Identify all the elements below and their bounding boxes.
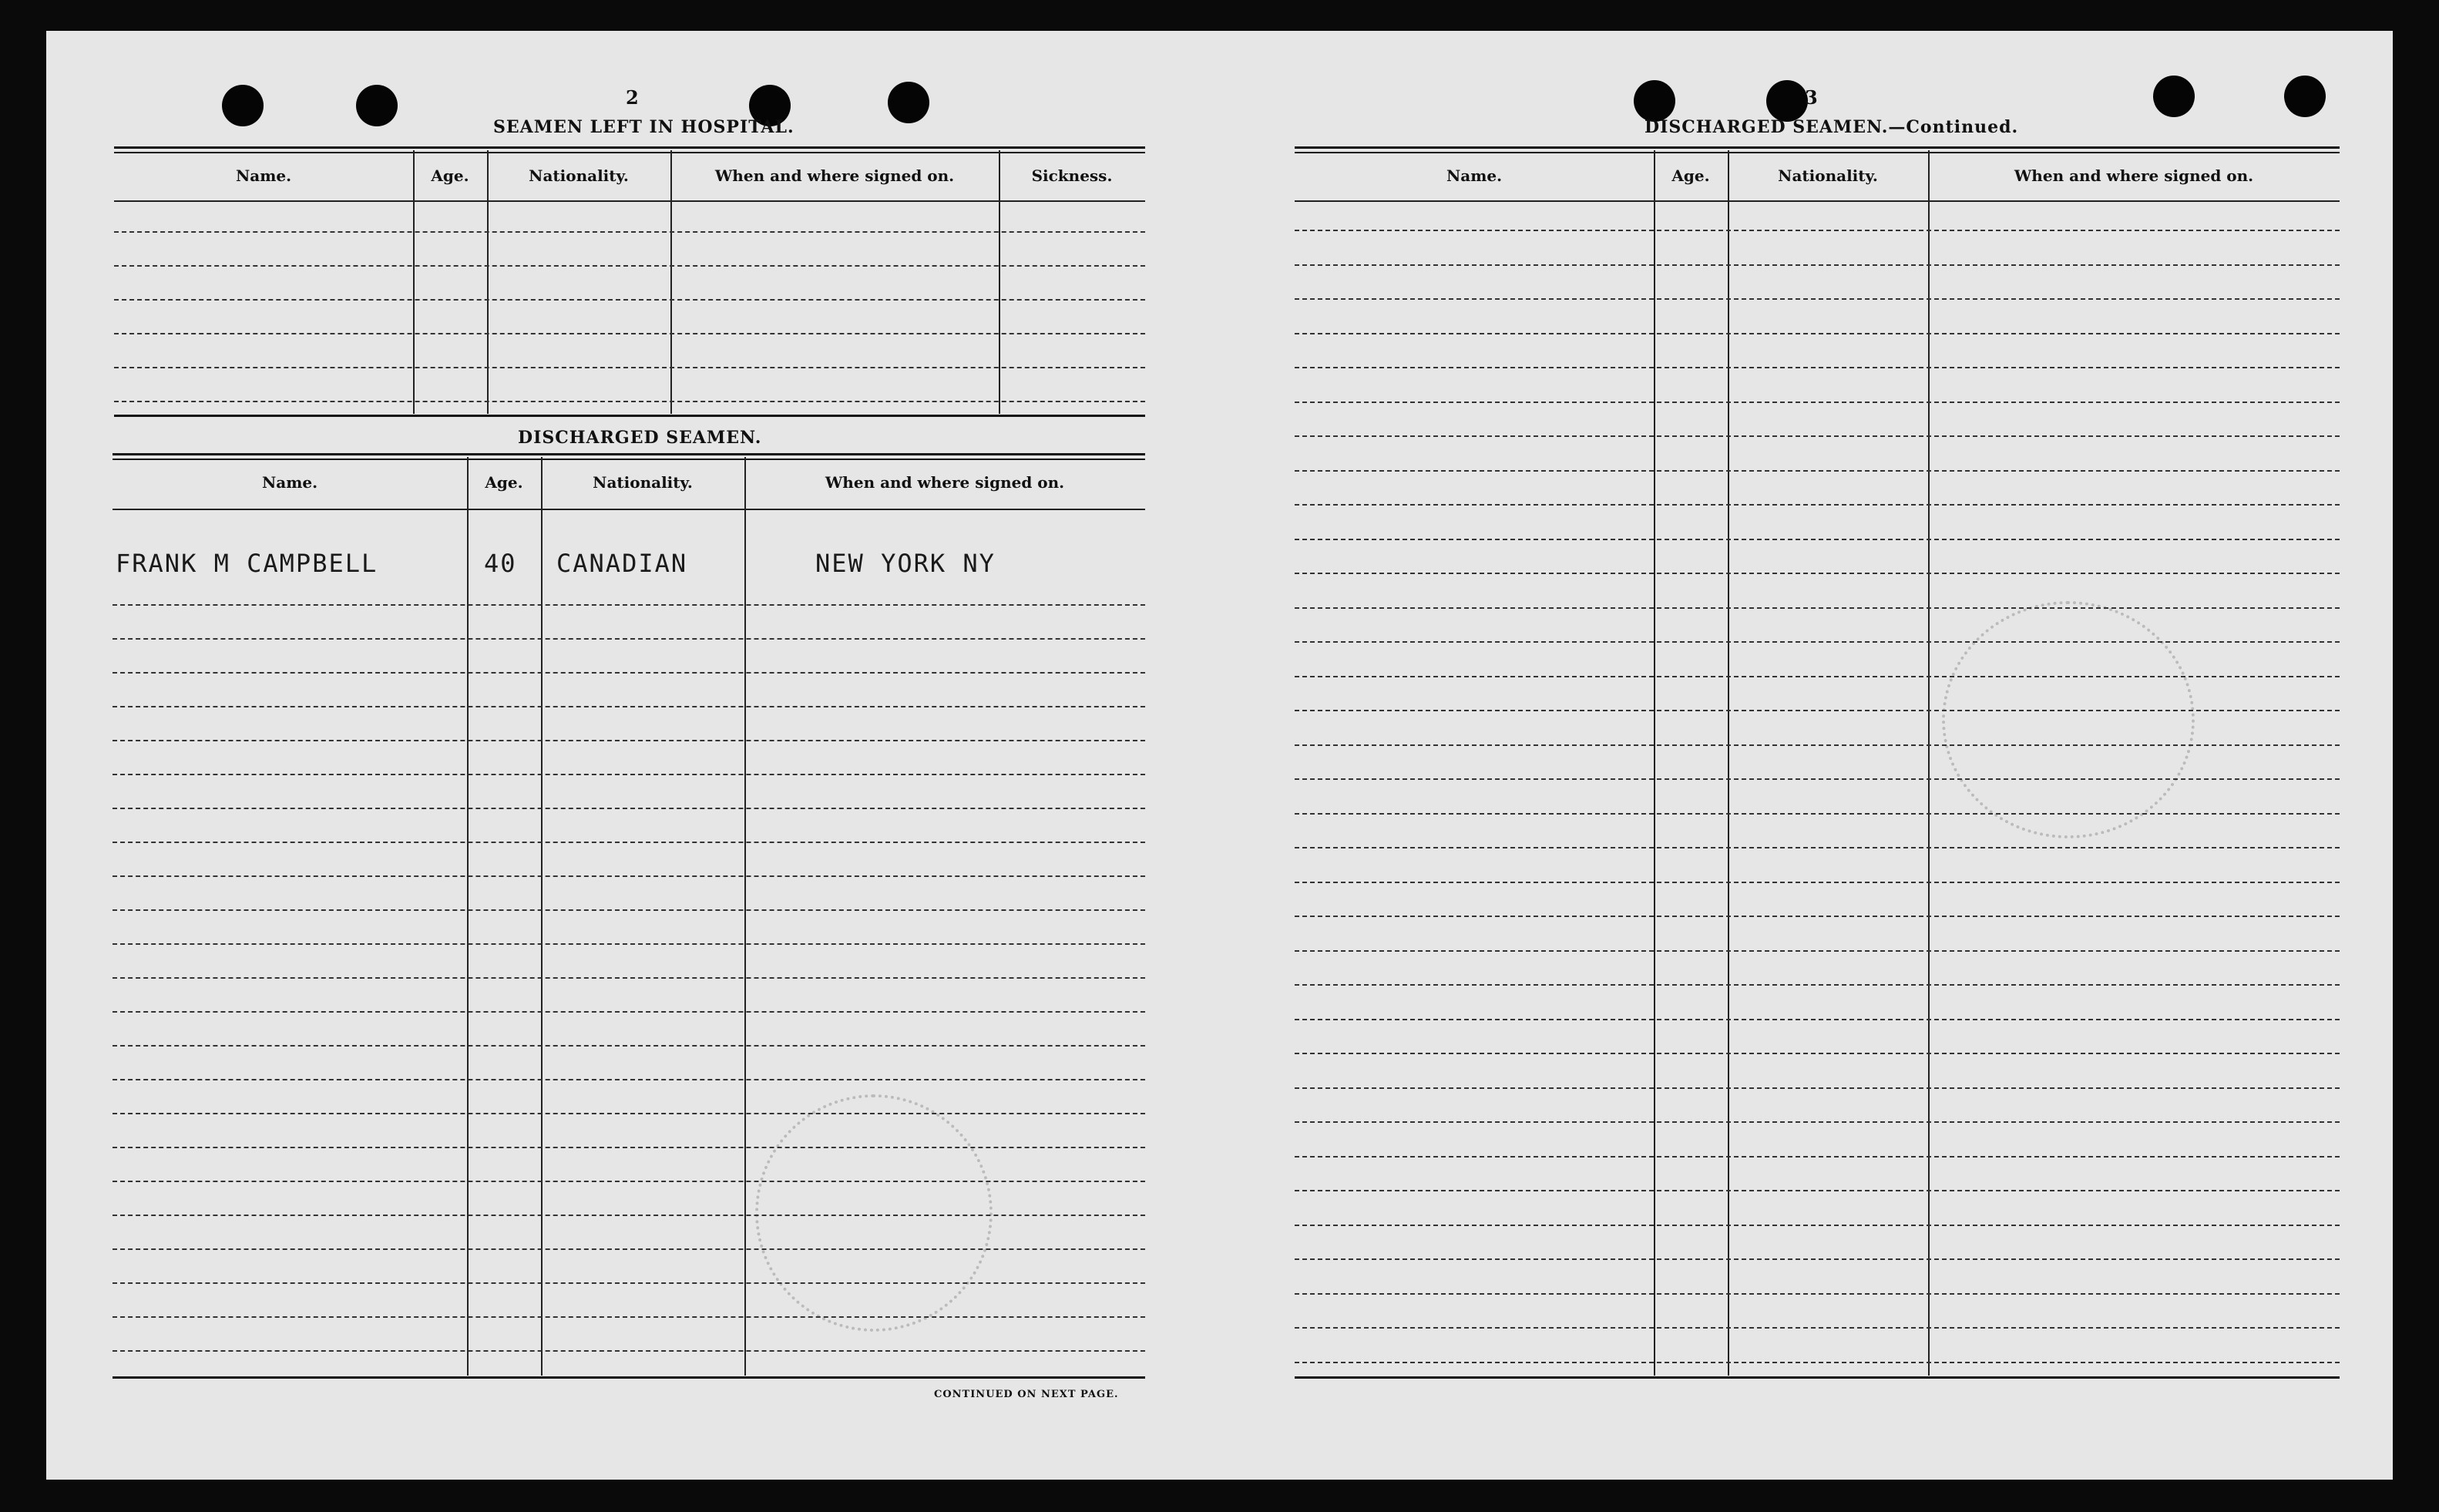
entry-line [113,706,1145,707]
entry-line [113,1215,1145,1216]
continued-header-nationality: Nationality. [1778,166,1878,185]
entry-line [114,367,1145,368]
continued-header-name: Name. [1446,166,1503,185]
entry-line [1295,333,2340,334]
entry-line [113,977,1145,979]
entry-line [1295,435,2340,437]
punch-hole [2284,76,2326,117]
hospital-header-age: Age. [431,166,469,185]
entry-line [1295,984,2340,986]
entry-line [1295,367,2340,368]
entry-line [1295,641,2340,643]
entry-line [1295,744,2340,746]
entry-line [113,1282,1145,1284]
entry-line [1295,1019,2340,1020]
continued-note: CONTINUED ON NEXT PAGE. [934,1389,1119,1400]
entry-line [113,875,1145,877]
discharged-header-name: Name. [261,473,318,492]
entry-line [1295,230,2340,231]
entry-line [113,943,1145,945]
column-divider [670,150,672,414]
discharged-header-age: Age. [485,473,523,492]
entry-line [1295,1327,2340,1329]
hospital-header-signed-on: When and where signed on. [714,166,955,185]
entry-line [1295,916,2340,917]
table-top-rule [1295,146,2340,153]
punch-hole [222,85,264,126]
column-divider [487,150,489,414]
seaman-nationality: CANADIAN [556,549,688,578]
hospital-table [114,146,1145,447]
right-page-number: 3 [1805,86,1818,109]
entry-line [1295,778,2340,780]
continued-section-title: DISCHARGED SEAMEN.—Continued. [1644,117,2019,137]
entry-line [1295,264,2340,266]
seaman-signed-on: NEW YORK NY [815,549,996,578]
entry-line [1295,402,2340,403]
entry-line [113,740,1145,741]
column-divider [1928,150,1930,1376]
entry-line [1295,1087,2340,1089]
discharged-continued-table [1295,146,2340,1418]
punch-hole [888,82,929,123]
ledger-paper [46,31,2393,1480]
entry-line [1295,539,2340,540]
entry-line [1295,1258,2340,1260]
entry-line [1295,470,2340,472]
entry-line [113,842,1145,843]
discharged-header-signed-on: When and where signed on. [825,473,1065,492]
entry-line [114,401,1145,402]
column-divider [467,457,469,1376]
entry-line [1295,1225,2340,1226]
column-divider [1728,150,1729,1376]
entry-line [113,1079,1145,1080]
entry-line [1295,298,2340,300]
column-divider [413,150,415,414]
entry-line [1295,1293,2340,1295]
entry-line [1295,710,2340,711]
hospital-header-name: Name. [235,166,292,185]
entry-line [114,265,1145,267]
discharged-header-nationality: Nationality. [593,473,693,492]
table-bottom-rule [114,415,1145,417]
entry-line [113,1181,1145,1182]
entry-line [113,1350,1145,1352]
table-bottom-rule [113,1376,1145,1379]
entry-line [113,638,1145,640]
entry-line [1295,813,2340,815]
entry-line [1295,676,2340,677]
discharged-table [113,453,1145,1416]
entry-line [1295,882,2340,883]
entry-line [1295,1053,2340,1054]
table-top-rule [114,146,1145,153]
entry-line [1295,950,2340,952]
entry-line [1295,1156,2340,1158]
header-rule [114,200,1145,202]
entry-line [114,231,1145,233]
entry-line [113,1248,1145,1250]
hospital-section-title: SEAMEN LEFT IN HOSPITAL. [493,117,795,137]
entry-line [113,1147,1145,1148]
header-rule [113,509,1145,510]
seaman-age: 40 [484,549,517,578]
discharged-section-title: DISCHARGED SEAMEN. [518,428,762,448]
entry-line [1295,504,2340,506]
header-rule [1295,200,2340,202]
column-divider [541,457,543,1376]
column-divider [744,457,746,1376]
entry-line [1295,847,2340,848]
entry-line [1295,1362,2340,1363]
entry-line [1295,607,2340,609]
seaman-name: FRANK M CAMPBELL [116,549,378,578]
punch-hole [2153,76,2195,117]
entry-line [113,909,1145,911]
entry-line [113,774,1145,775]
entry-line [114,299,1145,301]
continued-header-signed-on: When and where signed on. [2014,166,2254,185]
punch-hole [356,85,398,126]
punch-hole [1634,80,1675,122]
hospital-header-nationality: Nationality. [529,166,629,185]
left-page-number: 2 [626,86,639,109]
entry-line [113,672,1145,674]
hospital-header-sickness: Sickness. [1031,166,1113,185]
entry-line [113,1011,1145,1013]
table-top-rule [113,453,1145,460]
table-bottom-rule [1295,1376,2340,1379]
entry-line [113,1045,1145,1047]
entry-line [1295,1121,2340,1123]
entry-line [113,1316,1145,1318]
entry-line [1295,573,2340,574]
column-divider [999,150,1000,414]
column-divider [1654,150,1655,1376]
entry-line [113,808,1145,809]
entry-line [114,333,1145,334]
entry-line [113,1113,1145,1114]
punch-hole [1766,80,1808,122]
entry-line [113,604,1145,606]
continued-header-age: Age. [1671,166,1710,185]
entry-line [1295,1190,2340,1191]
